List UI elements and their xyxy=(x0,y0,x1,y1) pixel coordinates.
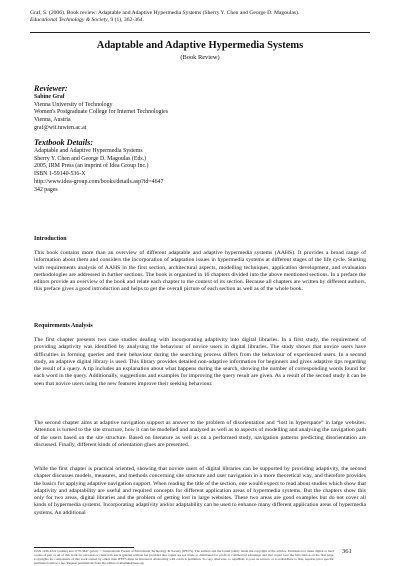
page-subtitle: (Book Review) xyxy=(180,54,220,61)
requirements-paragraph-3: While the first chapter is practical oriented, showing that novice users of digital libraries can be supported by providing adaptivity, the second chapter discusses models, measures, and methods concerning site structure and user navigation in a more theoretical way, and therefore provides the basics for applying adaptive navigation support. When reading the title of the section, one would expect to read about studies which show that adaptivity and adaptability are useful and required concepts for different application areas of hypermedia systems. But the chapters show this only for two areas, digital libraries and the problem of getting lost in large websites. These two areas are good examples but do not cover all kinds of hypermedia systems. Incorporating adaptivity and/or adaptability can be used to enhance many different application areas of hypermedia systems. An additional xyxy=(34,466,366,516)
introduction-paragraph: This book contains more than an overview of different adaptable and adaptive hypermedia systems (AAHS). It provides a broad range of information about them and considers the incorporation of adaptation issues in hypermedia systems at different stages of the life cycle. Starting with requirements analysis of AAHS in the first section, architectural aspects, modelling techniques, application development, and evaluation methodologies are addressed in further sections. The book is organized in 16 chapters divided into the above mentioned sections. In a preface the editors provide an overview of the book and relate each chapter to the context of its section. Because all chapters are written by different authors, this preface gives a good introduction and helps to get the overall picture of each section as well as of the whole book. xyxy=(34,250,366,293)
reviewer-affiliation: Vienna University of Technology xyxy=(34,101,113,108)
textbook-isbn: ISBN 1-59140-536-X xyxy=(34,171,86,178)
requirements-heading: Requirements Analysis xyxy=(34,323,93,329)
textbook-publisher: 2005, IRM Press (an imprint of Idea Group Inc.) xyxy=(34,163,149,170)
reviewer-block xyxy=(34,84,364,133)
header-rule xyxy=(30,32,370,33)
reviewer-location: Vienna, Austria xyxy=(34,117,71,124)
citation-header xyxy=(30,10,375,24)
page-number: 361 xyxy=(342,548,352,555)
reviewer-college: Women's Postgraduate College for Internet Technologies xyxy=(34,109,169,116)
textbook-heading: Textbook Details: xyxy=(34,138,94,147)
textbook-pages: 342 pages xyxy=(34,186,58,193)
reviewer-heading: Reviewer: xyxy=(34,84,68,93)
textbook-title: Adaptable and Adaptive Hypermedia Systems xyxy=(34,148,143,154)
citation-journal: Educational Technology & Society xyxy=(30,17,108,24)
page-title: Adaptable and Adaptive Hypermedia Systems xyxy=(96,40,304,51)
citation-authors: Graf, S. (2006). Book review: Adaptable and Adaptive Hypermedia Systems (Sherry Y. Chen and George D. Magoulas). xyxy=(30,10,300,16)
requirements-paragraph-1: The first chapter presents two case studies dealing with incorporating adaptivity into digital libraries. In a first study, the requirement of providing adaptivity was identified by analysing the behaviour of novice users in digital libraries. The study shows that novice users have difficulties in forming queries and their behaviour during the searching process differs from the behaviour of experienced users. In a second study, an adaptive digital library is used. This library provides detailed non-adaptive information for beginners and gives adaptive tips regarding the result of a query. A tip includes an explanation about what happens during the search, showing the number of corresponding words found for each word in the query. Additionally, suggestions and examples for improving the query result are given. As a result of the second study it can be seen that novice users using the new features improve their seeking behaviour. xyxy=(34,337,366,387)
copyright-note: ISSN 1436-4522 (online) and 1176-3647 (print). © International Forum of Educational Technology & Society (IFETS). The authors and the forum jointly retain the copyright of the articles. Permission to make digital or hard copies of part or all of this work for personal or classroom use is granted without fee provided that copies are not made or distributed for profit or commercial advantage and that copies bear the full citation on the first page. Copyrights for components of this work owned by others than IFETS must be honoured. Abstracting with credit is permitted. To copy otherwise, to republish, to post on servers, or to redistribute to lists, requires prior specific permission and/or a fee. Request permissions from the editors at kinshuk@ieee.org. xyxy=(34,549,334,566)
requirements-paragraph-2: The second chapter aims at adaptive navigation support as answer to the problem of disorientation and “lost in hyperspace” in large websites. Attention is turned to the site structure, how it can be modelled and analysed as well as to aspects of modelling and analysing the navigation path of the users based on the site structure. Based on literature as well as on a performed study, navigation patterns predicting disorientation are discussed. Finally, different kinds of orientation glues are presented. xyxy=(34,420,366,448)
introduction-heading: Introduction xyxy=(34,236,67,242)
reviewer-email[interactable]: graf@wit.tuwien.ac.at xyxy=(34,124,87,131)
textbook-editors: Sherry Y. Chen and George D. Magoulas (Eds.) xyxy=(34,155,147,162)
textbook-url[interactable]: http://www.idea-group.com/books/details.asp?id=4647 xyxy=(34,178,164,185)
textbook-block xyxy=(34,138,364,194)
citation-volume: , 9 (1), 362-364. xyxy=(107,17,144,24)
reviewer-name: Sabine Graf xyxy=(34,94,65,100)
footer-rule xyxy=(34,547,134,548)
